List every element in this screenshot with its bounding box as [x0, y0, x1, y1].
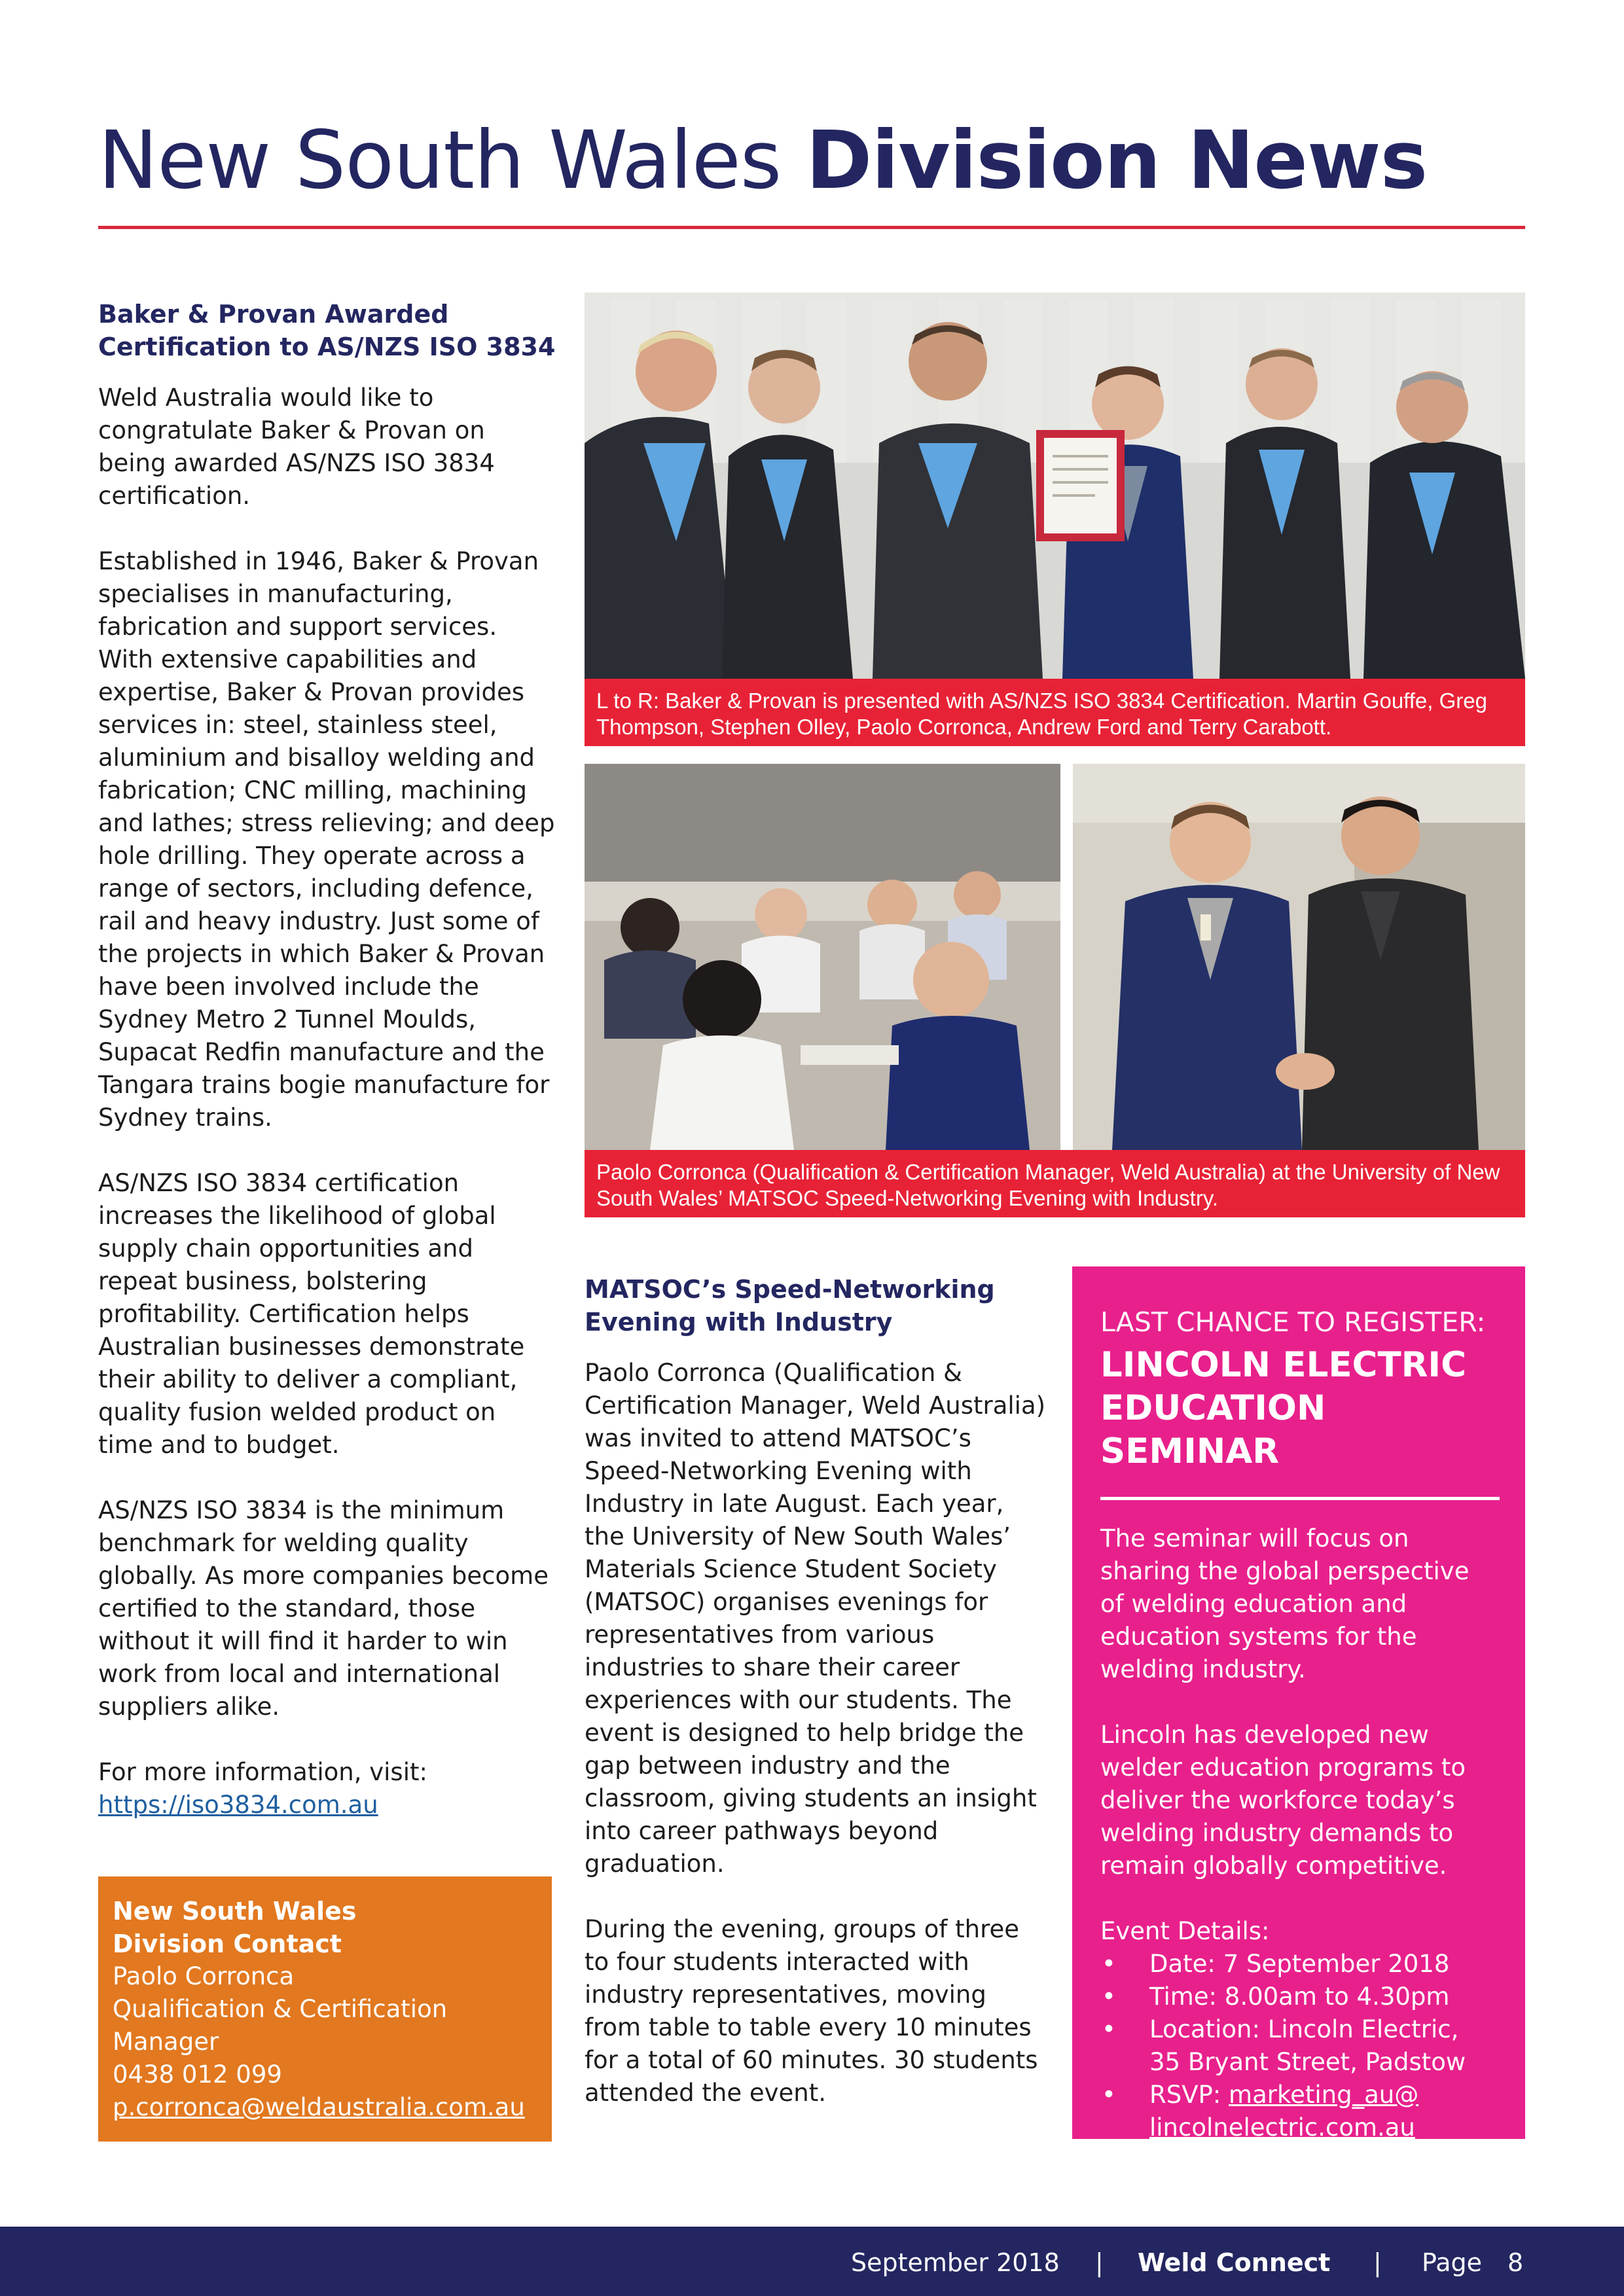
footer-separator: | [1095, 2248, 1104, 2277]
seminar-divider [1100, 1497, 1500, 1500]
lincoln-seminar-box [1072, 1266, 1525, 2142]
page-title [98, 111, 1427, 209]
footer-page-label: Page [1422, 2248, 1482, 2277]
seminar-kicker: LAST CHANCE TO REGISTER: [1100, 1306, 1486, 1338]
iso3834-link[interactable]: https://iso3834.com.au [98, 1791, 378, 1819]
contact-name: Paolo Corronca [113, 1962, 295, 1990]
footer-page-number: 8 [1507, 2248, 1524, 2277]
page-footer [0, 2227, 1624, 2296]
article1-paragraph: AS/NZS ISO 3834 is the minimum benchmark for welding quality globally. As more companies become certified to the standard, those without it will find it harder to win work from local and international suppliers alike. [98, 1496, 549, 1721]
title-regular: New South Wales [98, 114, 806, 207]
more-info-label: For more information, visit: [98, 1758, 427, 1786]
seminar-paragraph: The seminar will focus on sharing the global perspective of welding education and education systems for the welding industry. [1100, 1524, 1470, 1683]
contact-role: Qualification & Certification Manager [113, 1995, 448, 2056]
footer-publication: Weld Connect [1138, 2248, 1331, 2277]
contact-email-link[interactable]: p.corronca@weldaustralia.com.au [113, 2093, 525, 2121]
article1-heading: Baker & Provan Awarded Certification to AS/NZS ISO 3834 [98, 300, 556, 361]
photo-handshake [1073, 764, 1525, 1150]
event-rsvp: • RSVP: marketing_au@ lincolnelectric.com.au [1102, 2081, 1419, 2142]
footer-issue: September 2018 [851, 2248, 1060, 2277]
contact-phone: 0438 012 099 [113, 2060, 282, 2089]
photo-networking-evening [585, 764, 1060, 1150]
article-matsoc [585, 1273, 1049, 2109]
contact-title: New South Wales Division Contact [113, 1897, 357, 1958]
photo2-caption: Paolo Corronca (Qualification & Certification Manager, Weld Australia) at the University of New South Wales’ MATSOC Speed-Networking Evening with Industry. [585, 1150, 1525, 1217]
event-location: • Location: Lincoln Electric, 35 Bryant Street, Padstow [1102, 2015, 1466, 2076]
article2-heading: MATSOC’s Speed-Networking Evening with Industry [585, 1275, 995, 1336]
event-time: • Time: 8.00am to 4.30pm [1102, 1982, 1450, 2011]
more-info [98, 1756, 556, 1821]
title-bold: Division News [806, 114, 1428, 207]
article1-paragraph: AS/NZS ISO 3834 certification increases the likelihood of global supply chain opportunities and repeat business, bolstering profitability. Certification helps Australian businesses demonstrate their ability to deliver a compliant, quality fusion welded product on time and to budget. [98, 1169, 525, 1459]
seminar-paragraph: Lincoln has developed new welder education programs to deliver the workforce today’s welding industry demands to remain globally competitive. [1100, 1721, 1466, 1880]
article2-paragraph: During the evening, groups of three to four students interacted with industry representatives, moving from table to table every 10 minutes for a total of 60 minutes. 30 students attended the event. [585, 1915, 1038, 2107]
event-details-list [1100, 1948, 1499, 2144]
article1-paragraph: Weld Australia would like to congratulate Baker & Provan on being awarded AS/NZS ISO 3834 certification. [98, 384, 495, 510]
rsvp-email-link[interactable]: marketing_au@ lincolnelectric.com.au [1149, 2081, 1419, 2142]
photo-certificate-presentation [585, 293, 1525, 679]
seminar-title: LINCOLN ELECTRIC EDUCATION SEMINAR [1100, 1345, 1467, 1471]
event-details-label: Event Details: [1100, 1917, 1270, 1945]
article-baker-provan [98, 298, 556, 1821]
title-divider [98, 226, 1525, 229]
article1-paragraph: Established in 1946, Baker & Provan specialises in manufacturing, fabrication and support services. With extensive capabilities and expertise, Baker & Provan provides services in: steel, stainless steel, aluminium and bisalloy welding and fabrication; CNC milling, machining and lathes; stress relieving; and deep hole drilling. They operate across a range of sectors, including defence, rail and heavy industry. Just some of the projects in which Baker & Provan have been involved include the Sydney Metro 2 Tunnel Moulds, Supacat Redfin manufacture and the Tangara trains bogie manufacture for Sydney trains. [98, 547, 555, 1132]
article2-paragraph: Paolo Corronca (Qualification & Certification Manager, Weld Australia) was invited to attend MATSOC’s Speed-Networking Evening with Industry in late August. Each year, the University of New South Wales’ Materials Science Student Society (MATSOC) organises evenings for representatives from various industries to share their career experiences with our students. The event is designed to help bridge the gap between industry and the classroom, giving students an insight into career pathways beyond graduation. [585, 1359, 1046, 1878]
division-contact-box [98, 1876, 552, 2142]
event-date: • Date: 7 September 2018 [1102, 1950, 1450, 1978]
footer-separator: | [1373, 2248, 1382, 2277]
photo1-caption: L to R: Baker & Provan is presented with AS/NZS ISO 3834 Certification. Martin Gouffe, Greg Thompson, Stephen Olley, Paolo Corronca, Andrew Ford and Terry Carabott. [585, 679, 1525, 746]
